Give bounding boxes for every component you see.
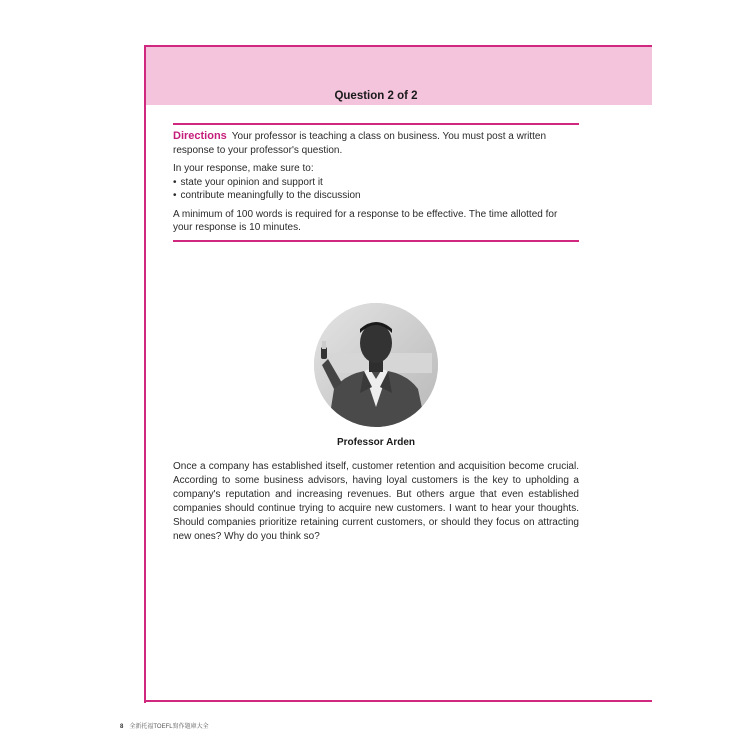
frame-bottom-rule [144,700,652,702]
professor-avatar [314,303,438,427]
question-title: Question 2 of 2 [334,90,418,102]
page-footer [120,721,209,730]
directions-text: Your professor is teaching a class on business. You must post a written response to your professor's question. [173,131,547,156]
bullet-text: state your opinion and support it [180,176,323,188]
book-title: 全新托福TOEFL寫作題庫大全 [129,724,209,730]
response-intro: In your response, make sure to: [173,163,314,174]
list-item [173,189,579,203]
page-number: 8 [120,724,124,730]
directions-paragraph [173,130,579,157]
directions-box [173,123,579,242]
professor-prompt: Once a company has established itself, customer retention and acquisition become crucial. According to some business advisors, having loyal customers is the key to upholding a company's reputation and increasing revenues. But others argue that even established companies should continue trying to acquire new customers. I want to hear your thoughts. Should companies prioritize retaining current customers, or should they focus on attracting new ones? Why do you think so? [173,461,579,542]
requirements-list [173,176,579,203]
professor-name: Professor Arden [337,437,415,448]
word-requirement: A minimum of 100 words is required for a response to be effective. The time allotted for your response is 10 minutes. [173,208,558,233]
directions-label: Directions [173,130,227,142]
content-frame [144,45,652,703]
bullet-text: contribute meaningfully to the discussion [180,190,361,201]
professor-photo-icon [314,303,438,427]
list-item [173,176,579,190]
